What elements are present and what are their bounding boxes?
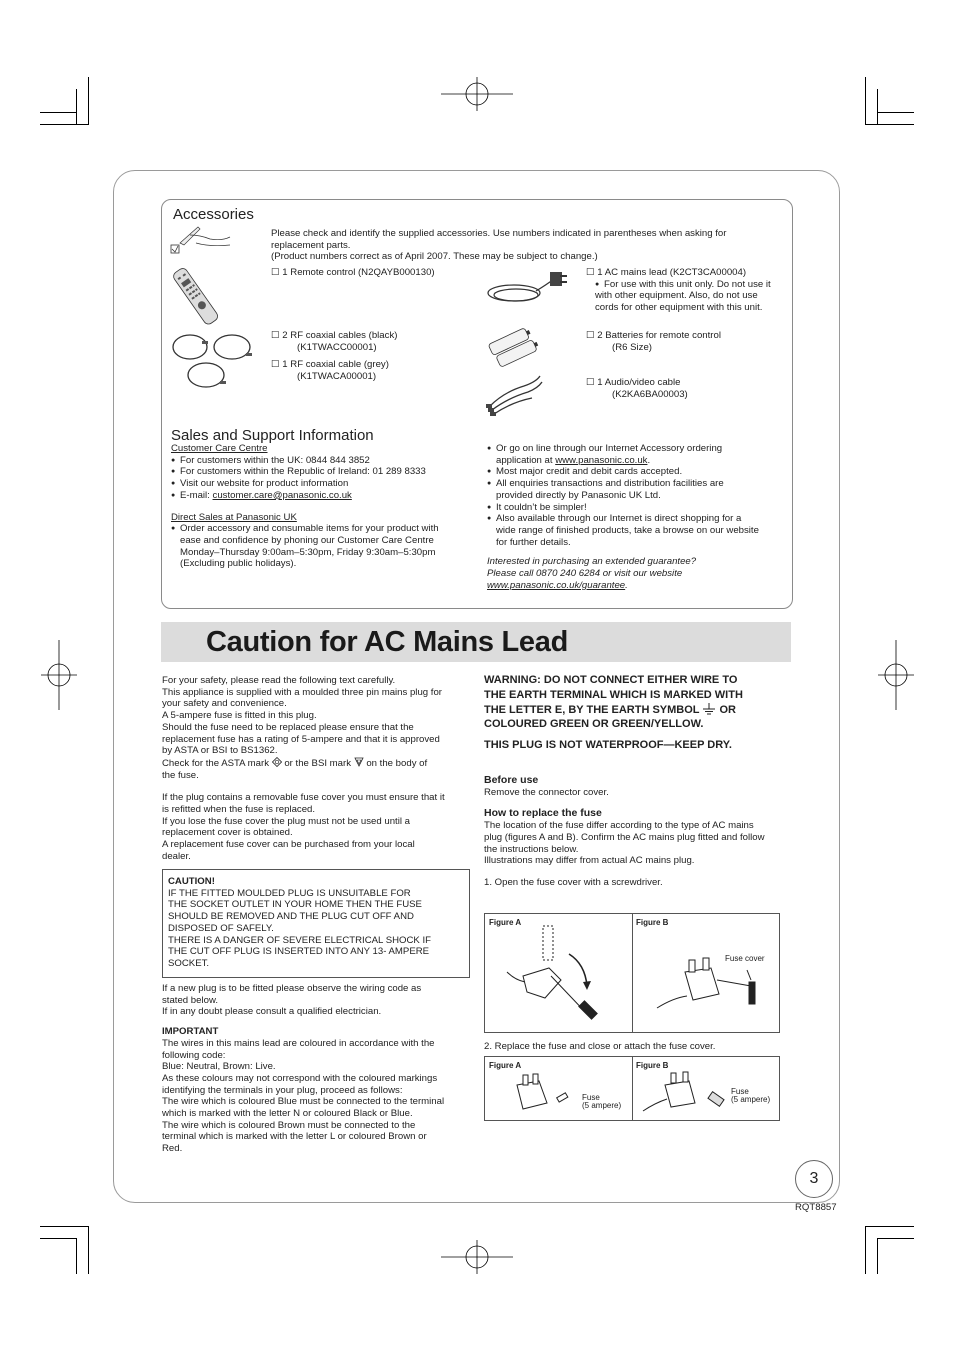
checking-hand-icon [170,223,232,257]
earth-warning: WARNING: DO NOT CONNECT EITHER WIRE TO THE EARTH TERMINAL WHICH IS MARKED WITH THE LETTER E, BY THE EARTH SYMBOL OR COLOURED GREEN OR GREEN/YELLOW. THIS PLUG IS NOT WATERPROOF—KEEP DRY. [484,673,794,753]
caution-left-intro: For your safety, please read the following text carefully. This appliance is supplied with a moulded three pin mains plug for your safety and convenience. A 5-ampere fuse is fitted in this plug. Should the fuse need to be replaced please ensure that the replacement fuse has a rating of 5-ampere and that it is approved by ASTA or BSI to BS1362. Check for the ASTA mark or the BSI mark on the body of the fuse. If the plug contains a removable fuse cover you must ensure that it is refitted when the fuse is replaced. If you lose the fuse cover the plug must not be used until a replacement cover is obtained. A replacement fuse cover can be purchased from your local dealer. [162,675,445,862]
earth-symbol-icon [702,703,716,715]
waterproof-warning: THIS PLUG IS NOT WATERPROOF—KEEP DRY. [484,739,732,752]
sales-right-column: ● Or go on line through our Internet Accessory ordering application at www.panasonic.co.uk. ● Most major credit and debit cards accepted. ● All enquiries transactions and distribution facilities are provided directly by Panasonic UK Ltd. ● It couldn’t be simpler! ● Also available through our Internet is direct shopping for a wide range of finished products, take a browse on our website for further details. Interested in purchasing an extended guarantee? Please call 0870 240 6284 or visit our website www.panasonic.co.uk/guarantee. [487,443,787,591]
caution-banner [161,622,791,662]
document-code: RQT8857 [795,1202,837,1213]
figure-b-fuse-plug [641,1071,737,1117]
accessory-rf-cables: ☐ 2 RF coaxial cables (black) (K1TWACC00001) ☐ 1 RF coaxial cable (grey) (K1TWACA00001) [271,330,398,383]
accessory-remote: ☐ 1 Remote control (N2QAYB000130) [271,267,435,278]
caution-title: Caution for AC Mains Lead [206,626,568,658]
rf-cables-image [168,331,260,393]
shop-link[interactable]: www.panasonic.co.uk [555,454,648,466]
figure-a-fuse-plug [509,1073,579,1117]
accessory-av-cable: ☐ 1 Audio/video cable (K2KA6BA00003) [586,377,688,400]
sales-title: Sales and Support Information [171,427,374,444]
figure-b-plug-screwdriver [655,950,775,1028]
asta-mark-icon [272,757,282,767]
batteries-image [484,326,544,370]
step-two: 2. Replace the fuse and close or attach the fuse cover. [484,1041,716,1052]
caution-left-lower: If a new plug is to be fitted please observe the wiring code as stated below. If in any doubt please consult a qualified electrician. IMPORTANT The wires in this mains lead are coloured in accordance with the following code: Blue: Neutral, Brown: Live. As these colours may not correspond with the coloured markings identifying the terminals in your plug, proceed as follows: The wire which is coloured Blue must be connected to the terminal which is marked with the letter N or coloured Black or Blue. The wire which is coloured Brown must be connected to the terminal which is marked with the letter L or coloured Brown or Red. [162,983,474,1155]
ac-lead-image [484,269,570,311]
page-number: 3 [795,1160,833,1198]
figure-a-plug-screwdriver [505,924,615,1028]
fuse-instructions: Before use Remove the connector cover. How to replace the fuse The location of the fuse differ according to the type of AC mains plug (figures A and B). Confirm the AC mains plug fitted and follow the instructions below. Illustrations may differ from actual AC mains plug. 1. Open the fuse cover with a screwdriver. [484,774,765,888]
accessory-batteries: ☐ 2 Batteries for remote control (R6 Size) [586,330,721,353]
email-link[interactable]: customer.care@panasonic.co.uk [212,489,352,501]
accessories-title: Accessories [173,206,254,223]
figure-set-replace-fuse: Figure A Figure B Fuse (5 ampere) Fuse (5 ampere) [484,1056,780,1121]
guarantee-link[interactable]: www.panasonic.co.uk/guarantee [487,579,626,591]
fuse-cover-label: Fuse cover [725,954,765,963]
accessories-intro: Please check and identify the supplied accessories. Use numbers indicated in parentheses when asking for replacement parts. (Product numbers correct as of April 2007. These may be subject to change.) [271,228,727,263]
sales-left-column: Customer Care Centre ● For customers within the UK: 0844 844 3852 ● For customers within the Republic of Ireland: 01 289 8333 ● Visit our website for product information ● E-mail: customer.care@panasonic.co.uk Direct Sales at Panasonic UK ● Order accessory and consumable items for your product with ease and confidence by phoning our Customer Care Centre Monday–Thursday 9:00am–5:30pm, Friday 9:30am–5:30pm (Excluding public holidays). [171,443,471,570]
remote-control-image [170,267,222,325]
caution-box-text: CAUTION! IF THE FITTED MOULDED PLUG IS UNSUITABLE FOR THE SOCKET OUTLET IN YOUR HOME THEN THE FUSE SHOULD BE REMOVED AND THE PLUG CUT OFF AND DISPOSED OF SAFELY. THERE IS A DANGER OF SEVERE ELECTRICAL SHOCK IF THE CUT OFF PLUG IS INSERTED INTO ANY 13- AMPERE SOCKET. [168,876,431,969]
av-cable-image [484,372,546,418]
figure-b-label: Figure B [636,918,669,927]
figure-set-open-cover [484,913,780,1033]
bsi-mark-icon [354,757,364,767]
important-heading: IMPORTANT [162,1026,219,1038]
figure-b-fuse-label: Fuse (5 ampere) [731,1087,771,1104]
accessory-ac-lead: ☐ 1 AC mains lead (K2CT3CA00004) ● For use with this unit only. Do not use it with other equipment. Also, do not use cords for other equipment with this unit. [586,267,771,314]
figure-a-label: Figure A [489,918,522,927]
figure-a-fuse-label: Fuse (5 ampere) [582,1093,622,1110]
